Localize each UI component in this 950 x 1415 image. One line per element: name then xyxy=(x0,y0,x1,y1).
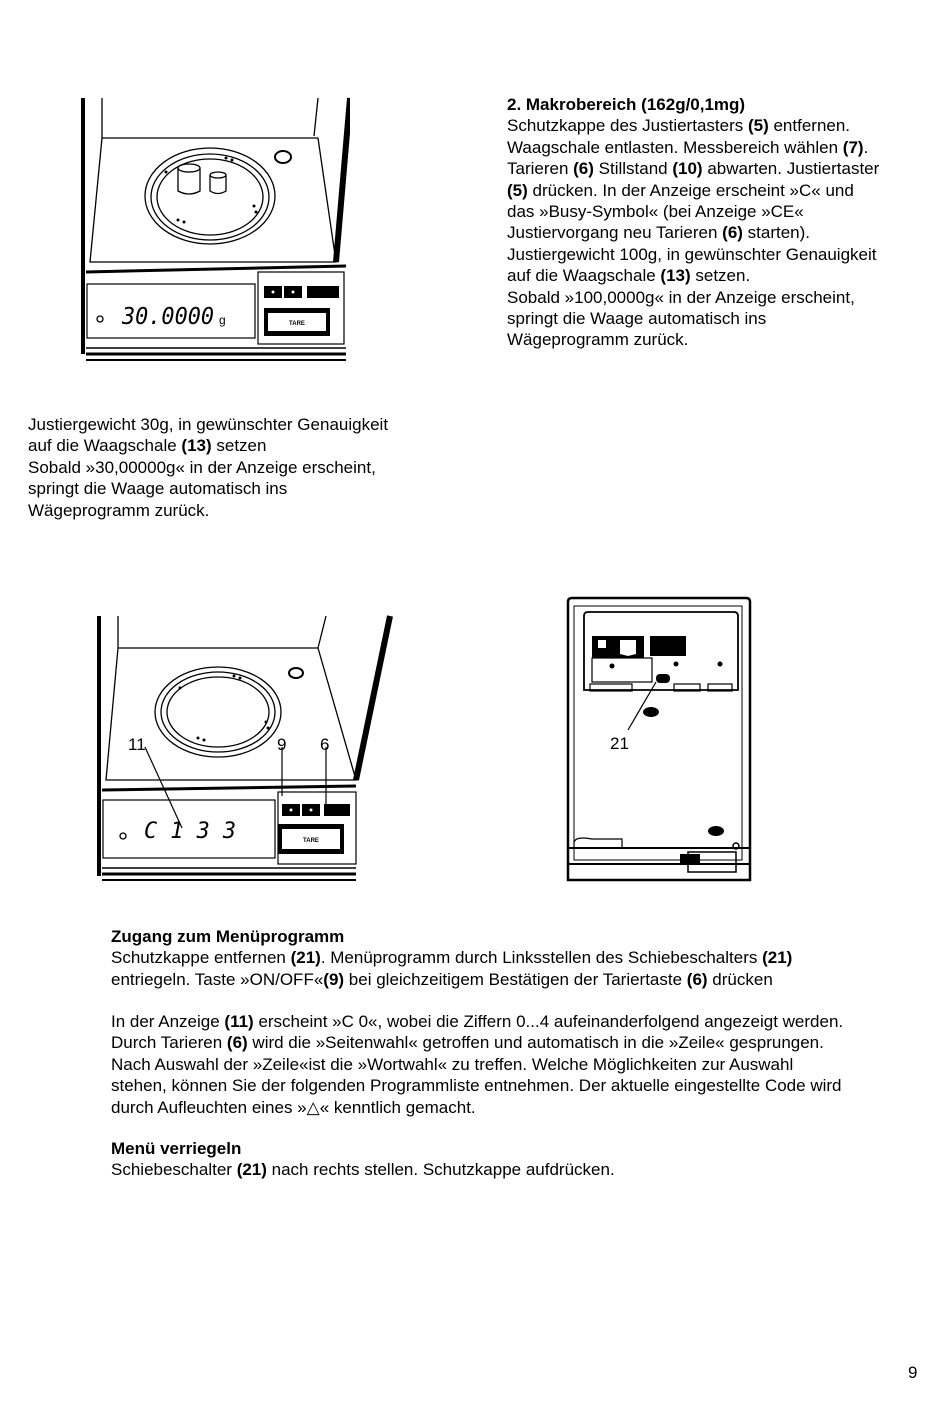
text-run: Durch Tarieren xyxy=(111,1033,227,1053)
text-run: springt die Waage automatisch ins xyxy=(28,479,288,499)
text-line xyxy=(507,201,927,222)
text-line xyxy=(28,478,448,499)
text-run: auf die Waagschale xyxy=(507,266,661,286)
text-line xyxy=(507,180,927,201)
text-run: Waagschale entlasten. Messbereich wählen xyxy=(507,137,843,157)
makrobereich-heading: 2. Makrobereich (162g/0,1mg) xyxy=(507,95,746,114)
text-run: entriegeln. Taste »ON/OFF« xyxy=(111,969,324,989)
text-line xyxy=(111,1159,931,1180)
bold-reference: (6) xyxy=(226,1033,248,1053)
menu-access-lines xyxy=(111,947,931,990)
text-run: . Menüprogramm durch Linksstellen des Schiebeschalters xyxy=(320,948,763,968)
bold-reference: (21) xyxy=(236,1160,267,1180)
text-run: wird die »Seitenwahl« getroffen und automatisch in die »Zeile« gesprungen. xyxy=(247,1033,824,1053)
bold-reference: (6) xyxy=(686,969,708,989)
text-line xyxy=(28,414,448,435)
text-line xyxy=(111,1097,931,1118)
text-run: In der Anzeige xyxy=(111,1012,225,1031)
text-run: durch Aufleuchten eines »△« kenntlich gemacht. xyxy=(111,1097,476,1117)
makrobereich-lines xyxy=(507,115,927,350)
justiergewicht-lines xyxy=(28,414,448,521)
text-line xyxy=(507,287,927,308)
tare-label: TARE xyxy=(303,838,319,844)
display-value: C 1 3 3 xyxy=(144,819,236,844)
text-run: Schiebeschalter xyxy=(111,1160,237,1180)
text-line xyxy=(507,222,927,243)
bold-reference: (13) xyxy=(181,436,212,456)
menu-display-lines xyxy=(111,1011,931,1118)
text-line xyxy=(507,308,927,329)
menu-lock-section xyxy=(111,1138,931,1181)
text-line xyxy=(507,158,927,179)
bold-reference: (6) xyxy=(722,223,743,243)
text-line xyxy=(507,137,927,158)
bold-reference: (21) xyxy=(762,948,793,968)
text-run: drücken. In der Anzeige erscheint »C« und xyxy=(527,180,854,200)
balance-figure-menu xyxy=(94,614,396,884)
bold-reference: (5) xyxy=(747,116,769,136)
text-run: Sobald »100,0000g« in der Anzeige erscheint, xyxy=(507,287,855,307)
text-run: bei gleichzeitigem Bestätigen der Tariertaste xyxy=(344,969,687,989)
balance-rear-figure xyxy=(562,596,756,884)
bold-reference: (6) xyxy=(573,159,594,179)
text-run: Nach Auswahl der »Zeile«ist die »Wortwahl« zu treffen. Welche Möglichkeiten zur Auswahl xyxy=(111,1054,794,1074)
text-line xyxy=(507,244,927,265)
text-run: stehen, können Sie der folgenden Programmliste entnehmen. Der aktuelle eingestellte Code wird xyxy=(111,1076,842,1096)
page-number: 9 xyxy=(908,1363,918,1382)
text-line xyxy=(111,1011,931,1032)
text-line xyxy=(507,115,927,136)
display-unit: g xyxy=(219,313,226,327)
text-run: Justiervorgang neu Tarieren xyxy=(507,223,723,243)
text-run: starten). xyxy=(742,223,811,243)
text-line xyxy=(111,947,931,968)
text-run: erscheint »C 0«, wobei die Ziffern 0...4 aufeinanderfolgend angezeigt werden. xyxy=(253,1012,844,1031)
text-run: Justiergewicht 100g, in gewünschter Genauigkeit xyxy=(507,244,877,264)
bold-reference: (13) xyxy=(660,266,691,286)
bold-reference: (11) xyxy=(224,1012,254,1031)
bold-reference: (7) xyxy=(842,137,864,157)
callout-21: 21 xyxy=(610,734,629,753)
bold-reference: (9) xyxy=(323,969,345,989)
text-line xyxy=(111,1075,931,1096)
bold-reference: (21) xyxy=(290,948,321,968)
text-run: entfernen. xyxy=(768,116,851,136)
text-run: Wägeprogramm zurück. xyxy=(507,330,689,350)
text-run: Tarieren xyxy=(507,159,574,179)
makrobereich-section xyxy=(507,94,927,351)
text-line xyxy=(111,969,931,990)
text-line xyxy=(111,1054,931,1075)
display-value: 30.0000 xyxy=(121,304,214,330)
text-run: . xyxy=(863,137,869,157)
callout-9: 9 xyxy=(277,735,287,754)
menu-lock-heading: Menü verriegeln xyxy=(111,1139,242,1158)
text-line xyxy=(111,1032,931,1053)
justiergewicht-30g-section xyxy=(28,414,448,521)
text-run: Wägeprogramm zurück. xyxy=(28,500,210,520)
text-run: drücken xyxy=(707,969,773,989)
text-run: Schutzkappe des Justiertasters xyxy=(507,116,748,136)
text-run: abwarten. Justiertaster xyxy=(702,159,880,179)
menu-lock-lines xyxy=(111,1159,931,1180)
text-run: Schutzkappe entfernen xyxy=(111,948,291,968)
text-run: nach rechts stellen. Schutzkappe aufdrücken. xyxy=(266,1160,615,1180)
callout-11: 11 xyxy=(128,735,146,754)
text-run: auf die Waagschale xyxy=(28,436,182,456)
bold-reference: (10) xyxy=(672,159,703,179)
callout-6: 6 xyxy=(320,735,330,754)
menu-display-section xyxy=(111,1011,931,1118)
menu-access-section xyxy=(111,926,931,990)
text-line xyxy=(28,457,448,478)
text-run: Stillstand xyxy=(593,159,673,179)
text-run: setzen. xyxy=(690,266,751,286)
text-run: Sobald »30,00000g« in der Anzeige erscheint, xyxy=(28,457,376,477)
text-line xyxy=(28,500,448,521)
text-run: springt die Waage automatisch ins xyxy=(507,309,767,329)
text-line xyxy=(507,265,927,286)
bold-reference: (5) xyxy=(507,180,528,200)
text-run: das »Busy-Symbol« (bei Anzeige »CE« xyxy=(507,202,804,222)
text-line xyxy=(507,329,927,350)
text-line xyxy=(28,435,448,456)
text-run: setzen xyxy=(211,436,267,456)
text-run: Justiergewicht 30g, in gewünschter Genauigkeit xyxy=(28,415,389,434)
tare-label: TARE xyxy=(289,321,305,327)
menu-access-heading: Zugang zum Menüprogramm xyxy=(111,927,345,946)
balance-figure-calibration xyxy=(78,96,350,366)
